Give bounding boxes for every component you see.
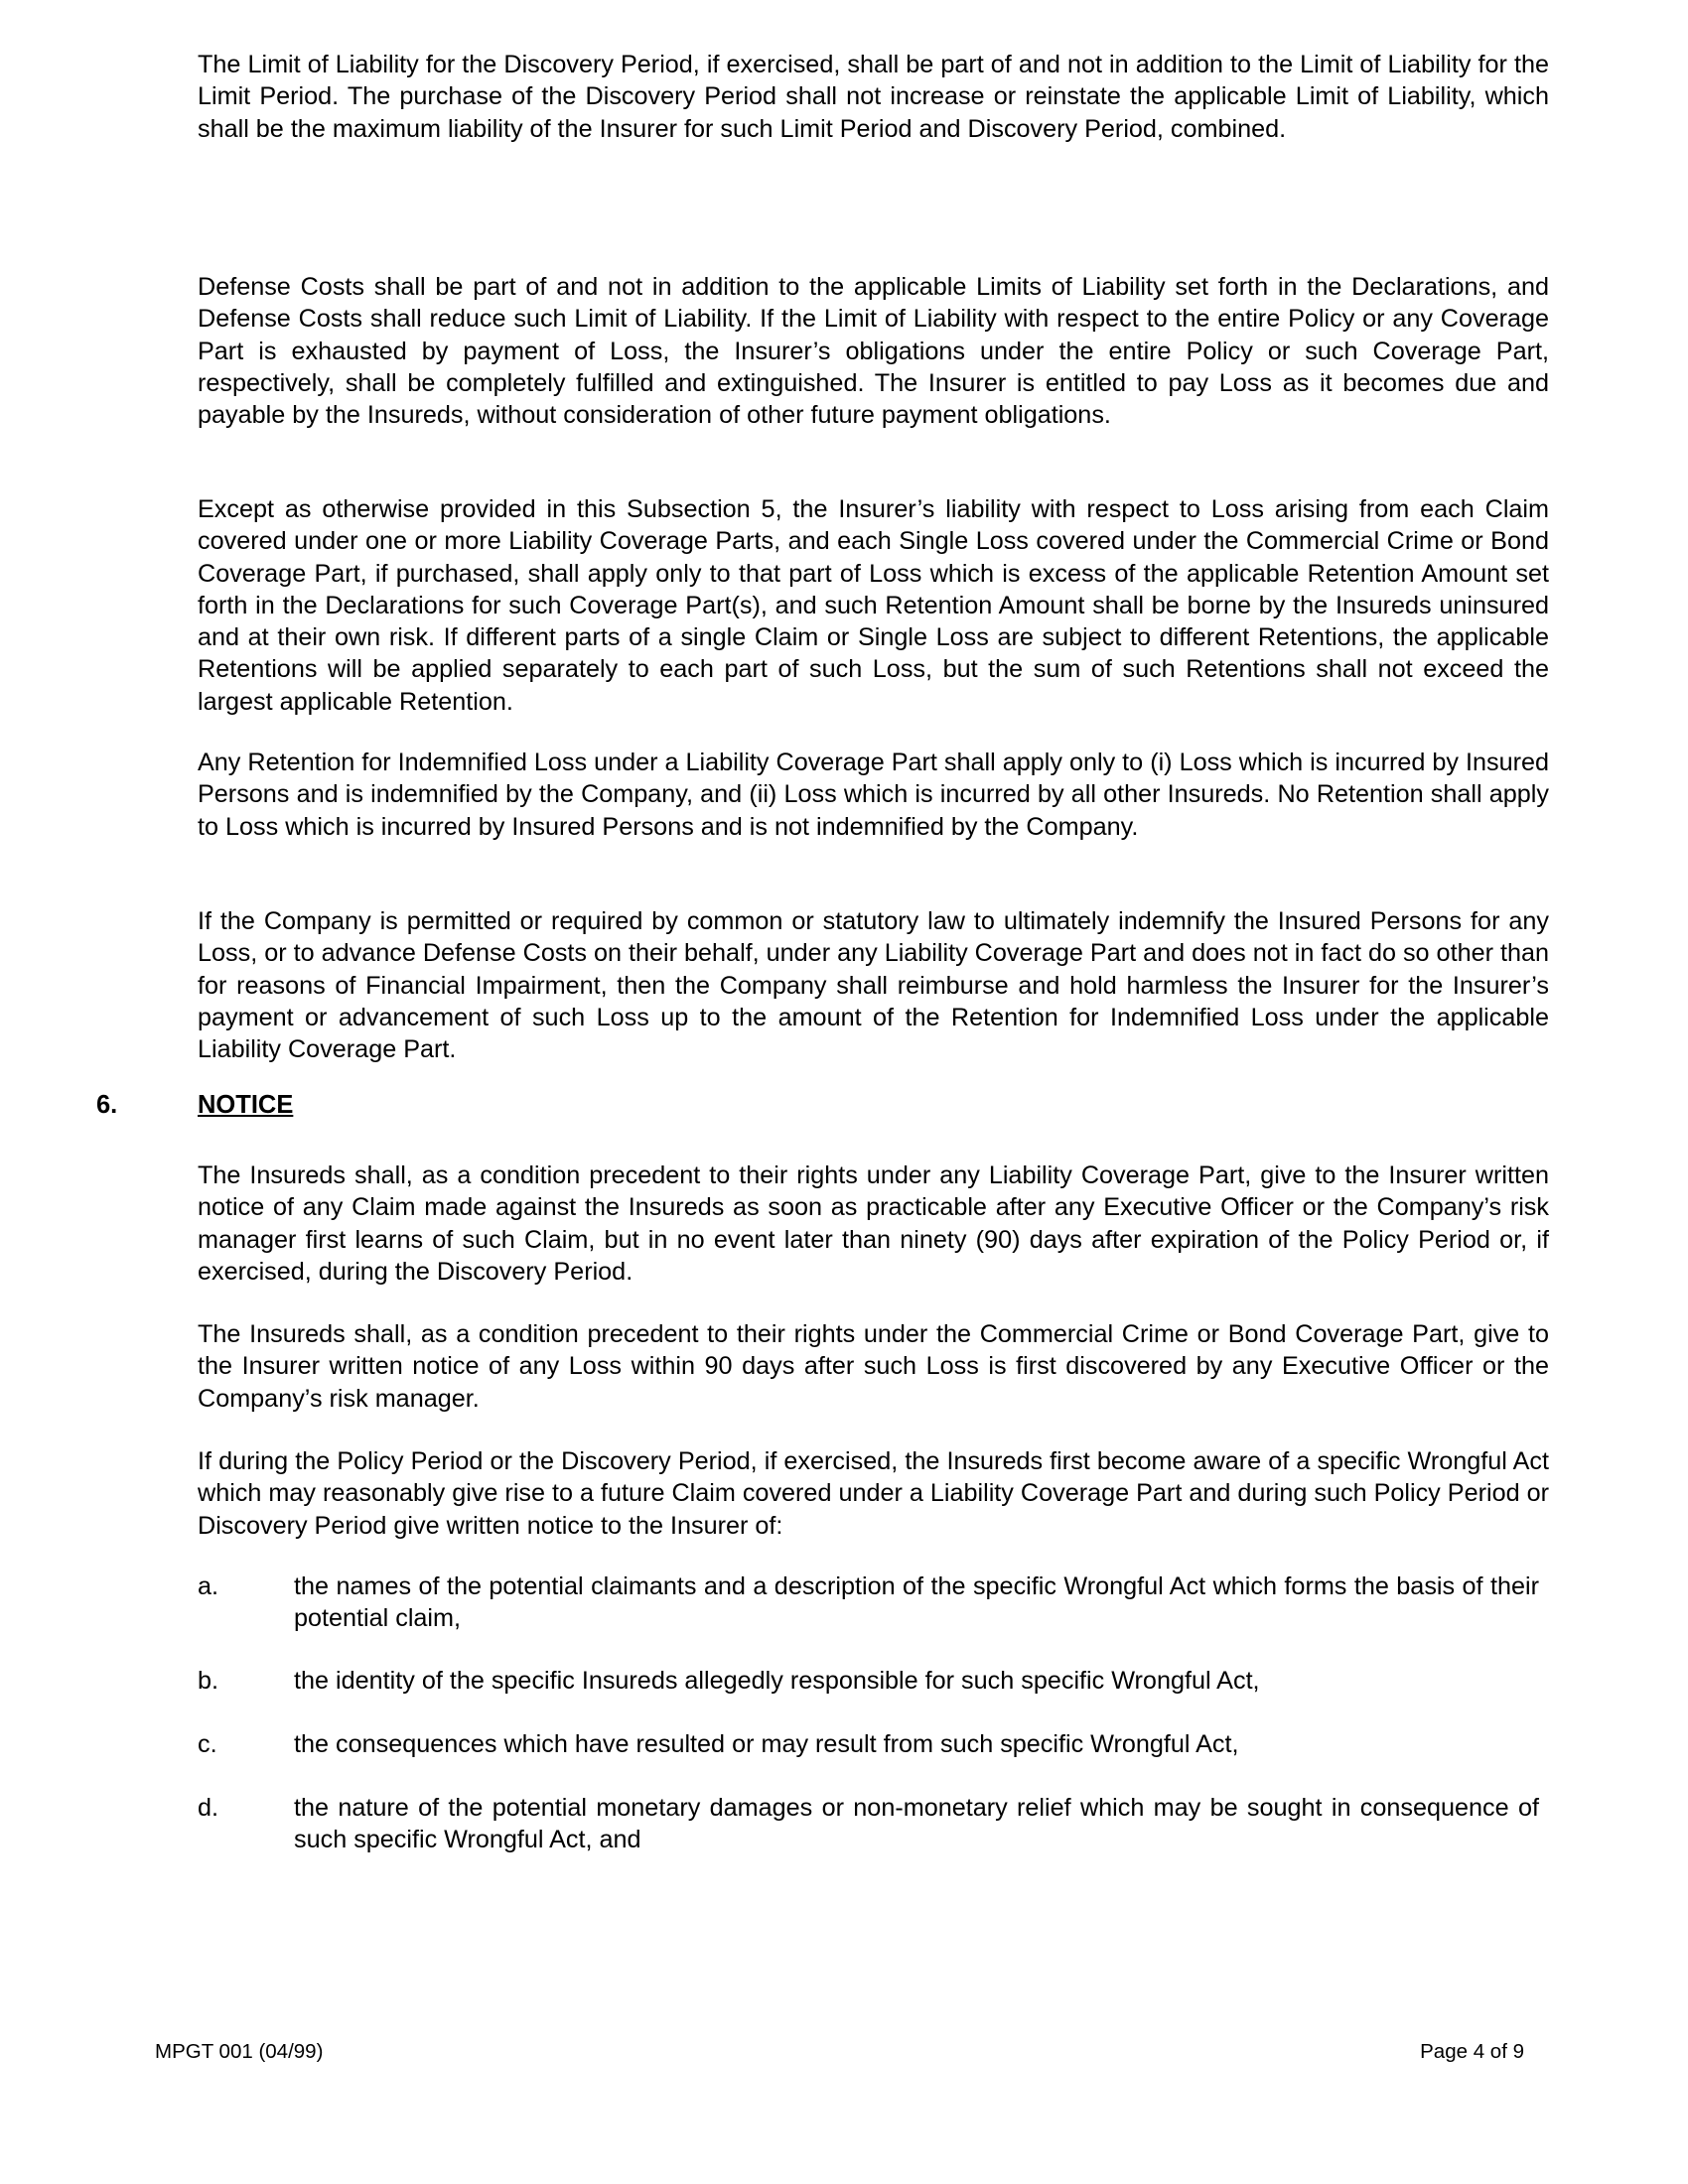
paragraph-notice-of-loss: The Insureds shall, as a condition precedent to their rights under the Commercial Crime or Bond Coverage Part, give to the Insurer written notice of any Loss within 90 days after such Loss is first discovered by any Executive Officer or the Company’s risk manager.: [198, 1320, 1549, 1413]
list-item-text: the identity of the specific Insureds allegedly responsible for such specific Wrongful Act,: [294, 1667, 1260, 1695]
paragraph-company-indemnification: If the Company is permitted or required by common or statutory law to ultimately indemnify the Insured Persons for any Loss, or to advance Defense Costs on their behalf, under any Liability Coverage Part and does not in fact do so other than for reasons of Financial Impairment, then the Company shall reimburse and hold harmless the Insurer for the Insurer’s payment or advancement of such Loss up to the amount of the Retention for Indemnified Loss under the applicable Liability Coverage Part.: [198, 907, 1549, 1064]
list-item-text: the nature of the potential monetary damages or non-monetary relief which may be sought in consequence of such specific Wrongful Act, and: [294, 1794, 1539, 1854]
paragraph-discovery-period-limit: The Limit of Liability for the Discovery Period, if exercised, shall be part of and not in addition to the Limit of Liability for the Limit Period. The purchase of the Discovery Period shall not increase or reinstate the applicable Limit of Liability, which shall be the maximum liability of the Insurer for such Limit Period and Discovery Period, combined.: [198, 51, 1549, 143]
paragraph-retention-amount: Except as otherwise provided in this Subsection 5, the Insurer’s liability with respect to Loss arising from each Claim covered under one or more Liability Coverage Parts, and each Single Loss covered under the Commercial Crime or Bond Coverage Part, if purchased, shall apply only to that part of Loss which is excess of the applicable Retention Amount set forth in the Declarations for such Coverage Part(s), and such Retention Amount shall be borne by the Insureds uninsured and at their own risk. If different parts of a single Claim or Single Loss are subject to different Retentions, the applicable Retentions will be applied separately to each part of such Loss, but the sum of such Retentions shall not exceed the largest applicable Retention.: [198, 495, 1549, 716]
list-item-letter: c.: [198, 1730, 217, 1758]
paragraph-defense-costs: Defense Costs shall be part of and not in addition to the applicable Limits of Liability set forth in the Declarations, and Defense Costs shall reduce such Limit of Liability. If the Limit of Liability with respect to the entire Policy or any Coverage Part is exhausted by payment of Loss, the Insurer’s obligations under the entire Policy or such Coverage Part, respectively, shall be completely fulfilled and extinguished. The Insurer is entitled to pay Loss as it becomes due and payable by the Insureds, without consideration of other future payment obligations.: [198, 273, 1549, 430]
list-item-letter: b.: [198, 1667, 219, 1695]
list-item-letter: a.: [198, 1572, 219, 1600]
footer-form-code: MPGT 001 (04/99): [155, 2040, 324, 2063]
paragraph-indemnified-loss-retention: Any Retention for Indemnified Loss under a Liability Coverage Part shall apply only to (i) Loss which is incurred by Insured Persons and is indemnified by the Company, and (ii) Loss which is incurred by all other Insureds. No Retention shall apply to Loss which is incurred by Insured Persons and is not indemnified by the Company.: [198, 749, 1549, 841]
paragraph-notice-of-claim: The Insureds shall, as a condition precedent to their rights under any Liability Coverage Part, give to the Insurer written notice of any Claim made against the Insureds as soon as practicable after any Executive Officer or the Company’s risk manager first learns of such Claim, but in no event later than ninety (90) days after expiration of the Policy Period or, if exercised, during the Discovery Period.: [198, 1161, 1549, 1286]
section-title: NOTICE: [198, 1091, 294, 1119]
footer-page-number: Page 4 of 9: [1420, 2040, 1524, 2063]
list-item-text: the names of the potential claimants and a description of the specific Wrongful Act which forms the basis of their potential claim,: [294, 1572, 1539, 1633]
section-number: 6.: [96, 1091, 118, 1119]
paragraph-notice-of-wrongful-act: If during the Policy Period or the Discovery Period, if exercised, the Insureds first become aware of a specific Wrongful Act which may reasonably give rise to a future Claim covered under a Liability Coverage Part and during such Policy Period or Discovery Period give written notice to the Insurer of:: [198, 1447, 1549, 1540]
list-item-text: the consequences which have resulted or may result from such specific Wrongful Act,: [294, 1730, 1239, 1758]
list-item-letter: d.: [198, 1794, 219, 1822]
